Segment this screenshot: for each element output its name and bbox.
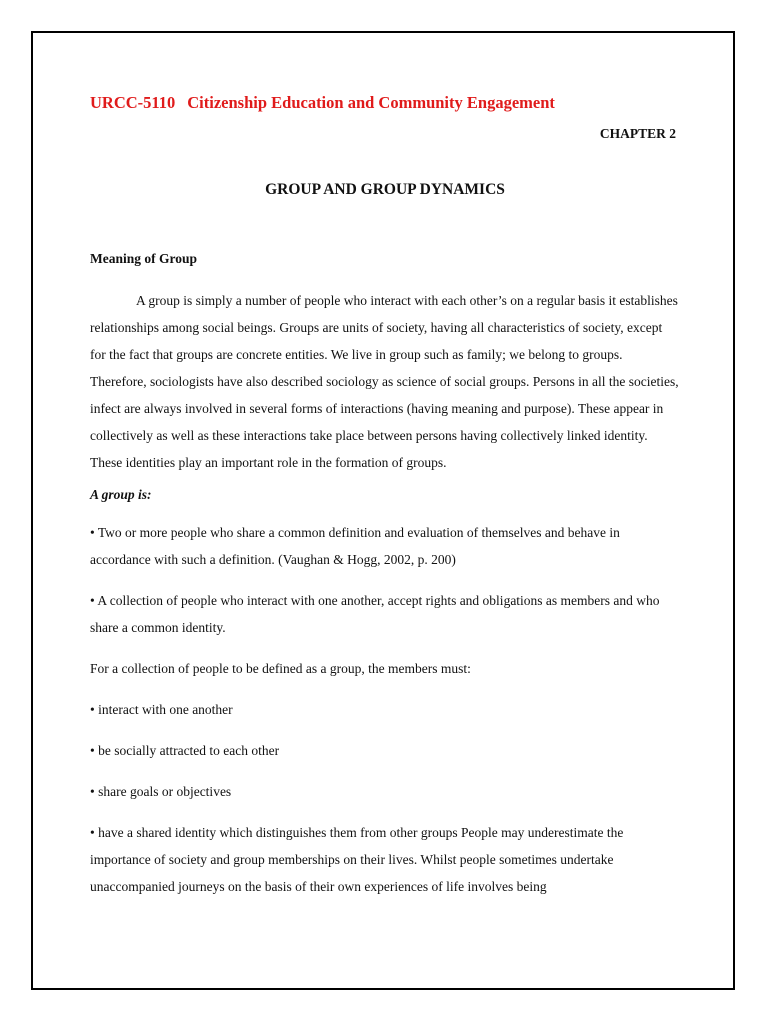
criteria-item: • share goals or objectives [90,784,232,799]
definition-item: • Two or more people who share a common definition and evaluation of themselves and behave in accordance with such a definition. (Vaughan & Hogg, 2002, p. 200) [90,525,620,567]
definition-item: • A collection of people who interact with one another, accept rights and obligations as members and who share a common identity. [90,593,660,635]
course-code: URCC-5110 [90,93,176,112]
chapter-title: GROUP AND GROUP DYNAMICS [265,181,505,198]
criteria-item: • have a shared identity which distinguishes them from other groups People may underestimate the importance of society and group memberships on their lives. Whilst people sometimes undertake unaccompanied journeys on the basis of their own experiences of life involves being [90,825,624,894]
course-title [90,90,680,116]
section-heading: Meaning of Group [90,251,198,266]
document-page [90,90,680,900]
criteria-item: • interact with one another [90,702,233,717]
criteria-intro: For a collection of people to be defined as a group, the members must: [90,661,471,676]
criteria-item: • be socially attracted to each other [90,743,280,758]
course-name: Citizenship Education and Community Engagement [187,93,555,112]
intro-paragraph: A group is simply a number of people who interact with each other’s on a regular basis it establishes relationships among social beings. Groups are units of society, having all characteristics of society, except for the fact that groups are concrete entities. We live in group such as family; we belong to groups. Therefore, sociologists have also described sociology as science of social groups. Persons in all the societies, infect are always involved in several forms of interactions (having meaning and purpose). These appear in collectively as well as these interactions take place between persons having collectively linked identity. These identities play an important role in the formation of groups. [90,293,679,470]
definition-heading: A group is: [90,487,152,502]
chapter-label: CHAPTER 2 [599,126,676,141]
